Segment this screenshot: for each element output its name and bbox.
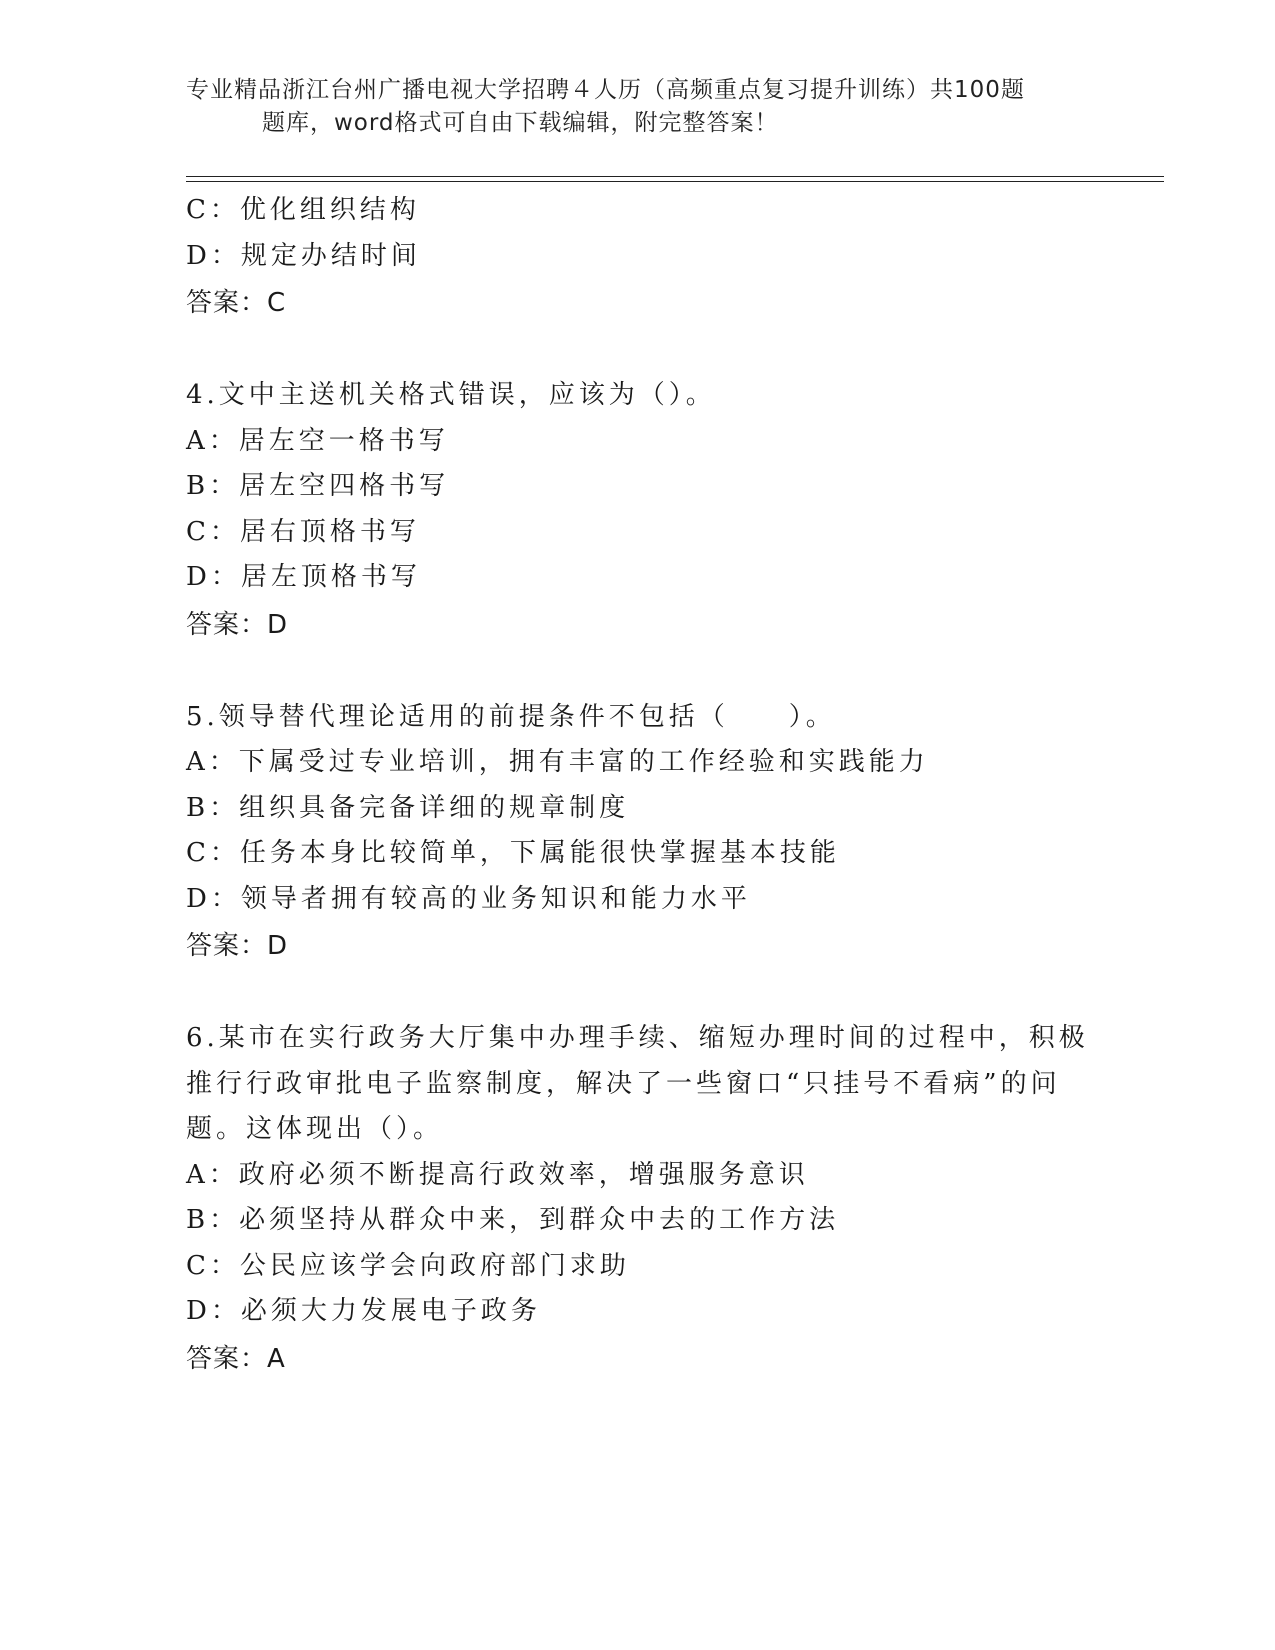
question-4 — [186, 373, 1086, 649]
option-d: D：必须大力发展电子政务 — [186, 1296, 541, 1326]
header-divider-bottom — [186, 181, 1164, 182]
option-c: C：居右顶格书写 — [186, 516, 420, 547]
option-d: D：领导者拥有较高的业务知识和能力水平 — [186, 883, 751, 914]
question-list — [186, 188, 1089, 1383]
question-text-line2: 推行行政审批电子监察制度，解决了一些窗口“只挂号不看病”的问 — [186, 1068, 1061, 1099]
option-c: C：优化组织结构 — [186, 195, 420, 225]
option-b: B：组织具备完备详细的规章制度 — [186, 792, 630, 823]
page-header — [186, 74, 1086, 140]
question-6 — [186, 1016, 1089, 1383]
answer: 答案：D — [186, 931, 289, 961]
option-a: A：居左空一格书写 — [186, 425, 449, 456]
answer: 答案：C — [186, 288, 287, 318]
option-c: C：任务本身比较简单，下属能很快掌握基本技能 — [186, 838, 840, 868]
option-d: D：居左顶格书写 — [186, 562, 421, 592]
option-d: D：规定办结时间 — [186, 240, 421, 271]
option-c: C：公民应该学会向政府部门求助 — [186, 1250, 630, 1281]
answer: 答案：A — [186, 1343, 286, 1374]
option-b: B：必须坚持从群众中来，到群众中去的工作方法 — [186, 1205, 840, 1235]
question-text: 4.文中主送机关格式错误，应该为（）。 — [186, 380, 716, 410]
answer: 答案：D — [186, 609, 289, 640]
header-title-line2: 题库，word格式可自由下载编辑，附完整答案！ — [262, 110, 779, 136]
header-title-line1: 专业精品浙江台州广播电视大学招聘４人历（高频重点复习提升训练）共100题 — [186, 77, 1025, 103]
question-5 — [186, 695, 1086, 971]
question-text-line3: 题。这体现出（）。 — [186, 1114, 444, 1144]
question-text: 5.领导替代理论适用的前提条件不包括（ ）。 — [186, 701, 836, 732]
option-b: B：居左空四格书写 — [186, 471, 450, 501]
option-a: A：政府必须不断提高行政效率，增强服务意识 — [186, 1159, 809, 1190]
question-text-line1: 6.某市在实行政务大厅集中办理手续、缩短办理时间的过程中，积极 — [186, 1023, 1089, 1053]
header-divider-top — [186, 176, 1164, 177]
question-3-tail — [186, 188, 1086, 327]
option-a: A：下属受过专业培训，拥有丰富的工作经验和实践能力 — [186, 747, 929, 777]
